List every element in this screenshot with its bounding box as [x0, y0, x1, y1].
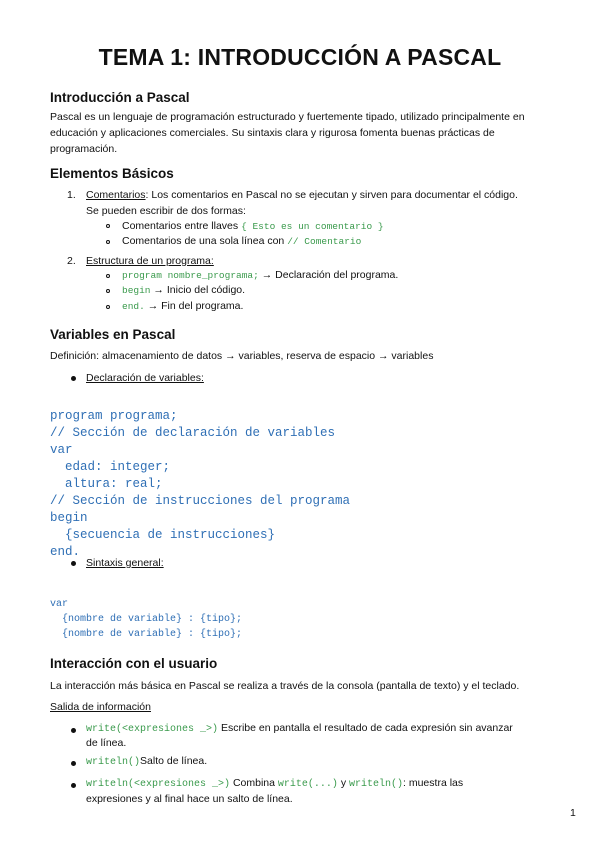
sub-item-text: → Fin del programa.	[144, 300, 244, 312]
code-block-sintaxis	[50, 582, 242, 657]
section-heading-variables: Variables en Pascal	[50, 327, 176, 342]
circle-bullet-icon	[106, 305, 110, 309]
circle-bullet-icon	[106, 274, 110, 278]
comentarios-text: : Los comentarios en Pascal no se ejecutan y sirven para documentar el código.	[145, 189, 518, 201]
writeln-inline-code: writeln()	[349, 779, 404, 790]
list-item	[67, 254, 214, 269]
list-item	[86, 776, 463, 792]
sub-item-code: begin	[122, 285, 151, 296]
writeln-code: writeln()	[86, 757, 141, 768]
code-line: altura: real;	[50, 477, 163, 491]
page-title: TEMA 1: INTRODUCCIÓN A PASCAL	[98, 44, 502, 70]
code-line: end.	[50, 545, 81, 559]
list-item	[86, 721, 513, 737]
code-line: {secuencia de instrucciones}	[50, 528, 276, 542]
list-item	[122, 299, 243, 314]
writeln-expr-text-2: expresiones y al final hace un salto de línea.	[86, 793, 293, 805]
salida-subheading: Salida de información	[50, 701, 151, 713]
writeln-expr-text: Combina	[230, 777, 278, 789]
sintaxis-label: Sintaxis general:	[86, 557, 164, 569]
sub-item-code: { Esto es un comentario }	[241, 221, 384, 232]
intro-paragraph: Pascal es un lenguaje de programación estructurado y fuertemente tipado, utilizado principalmente en educación y aplicaciones comerciales. Su sintaxis clara y rigurosa fomenta buenas prácticas de programación.	[50, 111, 525, 155]
code-line: // Sección de declaración de variables	[50, 426, 336, 440]
bullet-icon	[71, 783, 76, 788]
comentarios-text-2: Se pueden escribir de dos formas:	[86, 205, 246, 217]
circle-bullet-icon	[106, 240, 110, 244]
bullet-icon	[71, 561, 76, 566]
code-line: program programa;	[50, 409, 178, 423]
code-line: {nombre de variable} : {tipo};	[50, 629, 243, 640]
code-line: {nombre de variable} : {tipo};	[50, 614, 243, 625]
comentarios-label: Comentarios	[86, 189, 146, 201]
sub-item-text: → Inicio del código.	[150, 284, 246, 296]
list-item	[122, 283, 245, 298]
code-line: edad: integer;	[50, 460, 171, 474]
section-heading-basics: Elementos Básicos	[50, 166, 174, 181]
writeln-expr-text: : muestra las	[403, 777, 464, 789]
writeln-expr-text: y	[337, 777, 349, 789]
list-item-content	[86, 188, 518, 203]
bullet-icon	[71, 376, 76, 381]
list-item	[122, 268, 398, 283]
writeln-text: Salto de línea.	[140, 755, 208, 767]
page-number: 1	[570, 807, 576, 819]
write-inline-code: write(...)	[277, 779, 338, 790]
sub-item-code: // Comentario	[287, 236, 362, 247]
bullet-icon	[71, 728, 76, 733]
sub-item-text: Comentarios entre llaves	[122, 220, 242, 232]
list-item	[67, 188, 518, 203]
estructura-label: Estructura de un programa:	[86, 255, 214, 267]
sub-item-code: end.	[122, 301, 145, 312]
bullet-icon	[71, 761, 76, 766]
section-heading-interaction: Interacción con el usuario	[50, 656, 218, 671]
write-text-2: de línea.	[86, 737, 127, 749]
code-line: var	[50, 443, 73, 457]
code-block-declaracion	[50, 391, 350, 578]
code-line: // Sección de instrucciones del programa	[50, 494, 351, 508]
section-heading-intro: Introducción a Pascal	[50, 90, 190, 105]
variables-definition: Definición: almacenamiento de datos → variables, reserva de espacio → variables	[50, 350, 434, 362]
list-item	[86, 754, 207, 770]
list-item	[122, 234, 361, 249]
list-number: 2.	[67, 255, 76, 267]
write-code: write(<expresiones _>)	[86, 724, 219, 735]
list-item	[122, 219, 384, 234]
code-line: begin	[50, 511, 88, 525]
code-line: var	[50, 599, 69, 610]
sub-item-text: Comentarios de una sola línea con	[122, 235, 288, 247]
writeln-expr-code: writeln(<expresiones _>)	[86, 779, 231, 790]
declaracion-label: Declaración de variables:	[86, 372, 204, 384]
circle-bullet-icon	[106, 224, 110, 228]
write-text: Escribe en pantalla el resultado de cada expresión sin avanzar	[218, 722, 513, 734]
sub-item-text: → Declaración del programa.	[258, 269, 399, 281]
interaction-paragraph: La interacción más básica en Pascal se realiza a través de la consola (pantalla de texto) y el teclado.	[50, 680, 520, 692]
circle-bullet-icon	[106, 289, 110, 293]
list-number: 1.	[67, 189, 76, 201]
sub-item-code: program nombre_programa;	[122, 270, 259, 281]
